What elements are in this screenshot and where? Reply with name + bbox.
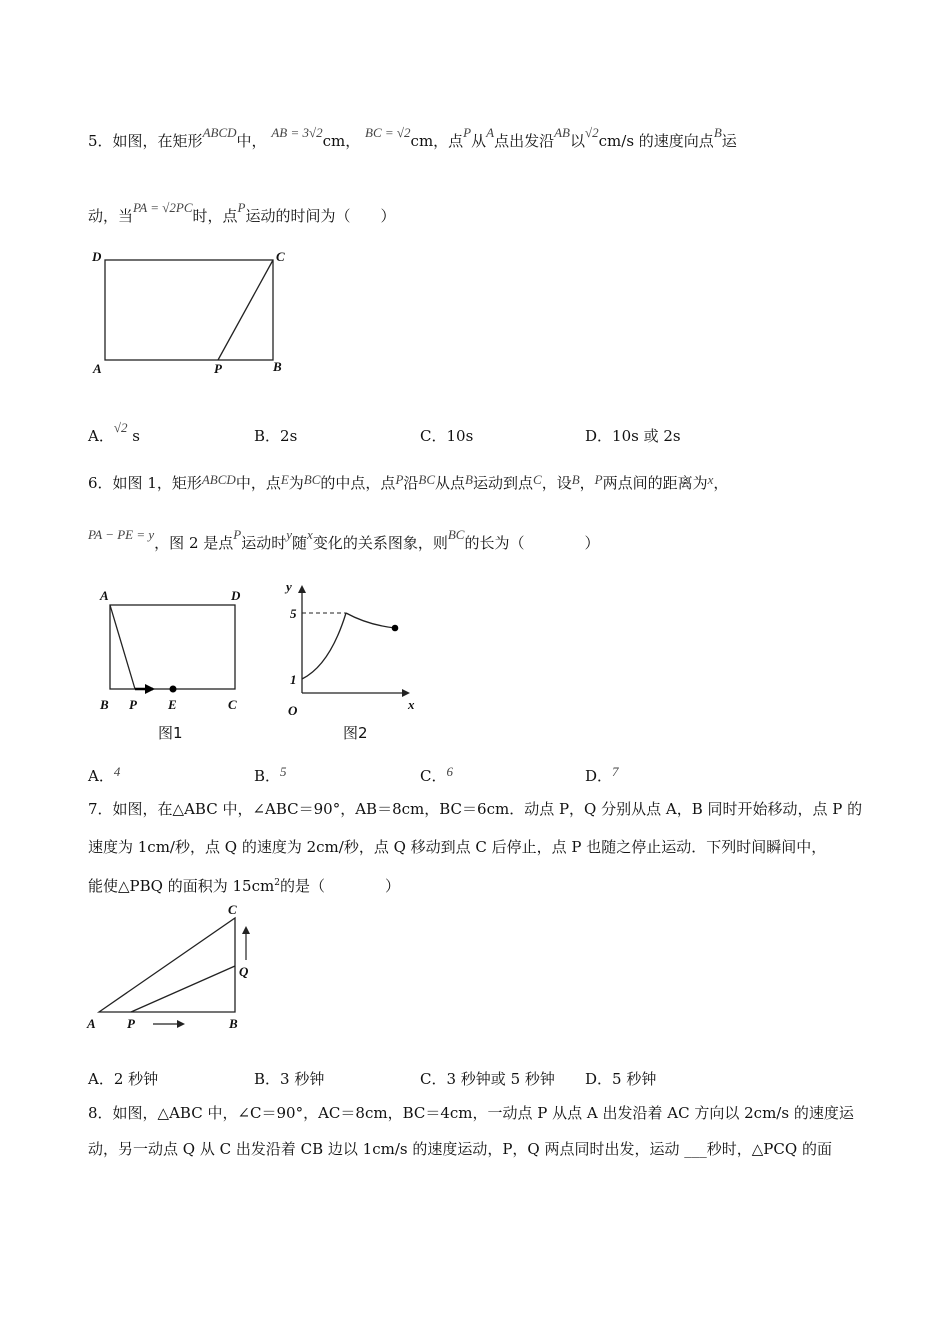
text: cm/s 的速度向点 [598,132,714,150]
option-math: 7 [612,764,619,779]
figure-caption: 图2 [343,724,368,742]
math: AB [554,125,570,140]
axis-y-label: y [286,579,292,594]
label-a: A [93,361,102,376]
math: PA − PE = y [88,527,155,542]
option-text: 5 秒钟 [612,1070,657,1088]
option-label: A． [88,767,114,785]
option-math: √2 [113,420,128,435]
label-p: P [127,1016,135,1031]
option-math: 4 [113,764,121,779]
label-c: C [228,697,237,712]
text: 点出发沿 [494,132,555,150]
text: 运动时 [241,534,287,552]
arrow-right-icon [177,1020,185,1028]
endpoint [392,625,399,632]
q6-option-d[interactable] [585,765,619,786]
math: B [465,472,473,487]
q6-line-2 [88,527,600,555]
text: 两点间的距离为 [602,474,708,492]
label-a: A [100,588,109,603]
math: P [594,472,603,487]
text: 运动的时间为（ ） [245,207,396,225]
label-b: B [229,1016,238,1031]
option-label: C． [420,427,447,445]
option-label: B． [254,427,281,445]
math: P [237,200,246,215]
option-math: 6 [446,764,453,779]
text: ， [579,474,595,492]
option-label: D． [585,767,613,785]
label-a: A [87,1016,96,1031]
text: 运动到点 [473,474,534,492]
option-label: D． [585,427,613,445]
q5-number: 5． [88,132,113,150]
tick-5: 5 [290,606,297,621]
label-d: D [231,588,241,603]
text: 如图，在矩形 [112,132,203,150]
q5-option-a[interactable] [88,420,140,446]
label-e: E [168,697,177,712]
math: y [286,527,293,542]
text: 运 [721,132,737,150]
text: 如图 1，矩形 [112,474,202,492]
math: x [707,472,714,487]
q8-line-2: 动，另一动点 Q 从 C 出发沿着 CB 边以 1cm/s 的速度运动，P，Q 两点同时出发，运动 ___秒时，△PCQ 的面 [88,1140,832,1158]
q7-line-2: 速度为 1cm/秒，点 Q 的速度为 2cm/秒，点 Q 移动到点 C 后停止，点 P 也随之停止运动．下列时间瞬间中， [88,838,827,856]
q7-option-c[interactable] [420,1068,555,1089]
text: 沿 [403,474,419,492]
option-text: s [127,427,140,445]
option-text: 2s [280,427,298,445]
math: BC [447,527,465,542]
option-label: C． [420,1070,447,1088]
q7-line-1: 7．如图，在△ABC 中，∠ABC＝90°，AB＝8cm，BC＝6cm．动点 P，Q 分别从点 A，B 同时开始移动，点 P 的 [88,800,863,818]
option-label: A． [88,1070,114,1088]
text: 的是（ ） [279,877,400,895]
label-b: B [100,697,109,712]
math: E [280,472,289,487]
label-p: P [129,697,137,712]
math: B [571,472,580,487]
math: x [307,527,313,542]
text: 随 [292,534,308,552]
math: A [486,125,495,140]
q6-number: 6． [88,474,113,492]
q6-option-c[interactable] [420,765,453,786]
text: 变化的关系图象，则 [312,534,448,552]
option-text: 3 秒钟或 5 秒钟 [446,1070,555,1088]
math: AB = 3√2 [271,125,323,140]
q5-option-b[interactable] [254,425,297,446]
option-label: B． [254,767,281,785]
q5-figure-rectangle [90,245,300,385]
math: √2 [585,125,599,140]
option-label: A． [88,427,114,445]
superscript: 2 [274,878,280,888]
text: 以 [570,132,586,150]
math: PA = √2PC [133,200,193,215]
option-label: D． [585,1070,613,1088]
text: 从点 [435,474,466,492]
label-b: B [273,359,282,374]
math: ABCD [201,472,236,487]
math: P [233,527,242,542]
curve-rising [302,613,346,679]
figure-caption: 图1 [158,724,183,742]
math: C [533,472,542,487]
q6-line-1 [88,472,728,495]
label-c: C [228,902,237,917]
q5-option-d[interactable] [585,425,681,446]
math: P [395,472,404,487]
text: cm， [322,132,361,150]
arrow-up-icon [242,926,250,934]
q8-line-1: 8．如图，△ABC 中，∠C＝90°，AC＝8cm，BC＝4cm，一动点 P 从点 A 出发沿着 AC 方向以 2cm/s 的速度运 [88,1104,854,1122]
option-text: 10s [446,427,474,445]
text: 为 [288,474,304,492]
option-math: 5 [280,764,287,779]
math: ABCD [202,125,237,140]
origin-label: O [288,703,298,718]
q6-figure-2-graph [280,575,430,745]
text: 动，当 [88,207,134,225]
math: BC [418,472,436,487]
q7-figure-triangle [85,900,285,1035]
text: ，设 [541,474,572,492]
axis-x-label: x [408,697,415,712]
math: BC [303,472,321,487]
curve-falling [346,613,395,628]
q6-option-b[interactable] [254,765,287,786]
q6-option-a[interactable] [88,765,120,786]
text: ，图 2 是点 [154,534,234,552]
q7-option-d[interactable] [585,1068,656,1089]
label-p: P [214,361,222,376]
arrow-icon [145,684,155,694]
math: B [713,125,722,140]
math: BC = √2 [365,125,411,140]
option-text: 2 秒钟 [113,1070,159,1088]
tick-1: 1 [290,672,297,687]
math: P [463,125,472,140]
label-q: Q [239,964,249,979]
option-label: B． [254,1070,281,1088]
q6-figure-1 [95,585,255,745]
text: 能使△PBQ 的面积为 15cm [88,877,275,895]
text: cm，点 [410,132,464,150]
q7-option-a[interactable] [88,1068,158,1089]
q7-line-3 [88,872,400,897]
text: 的长为（ ） [464,534,600,552]
text: 中， [236,132,267,150]
option-text: 3 秒钟 [280,1070,325,1088]
text: 时，点 [192,207,238,225]
text: 的中点，点 [320,474,396,492]
label-d: D [92,249,102,264]
q7-option-b[interactable] [254,1068,324,1089]
q5-line-2 [88,200,396,228]
option-label: C． [420,767,447,785]
label-c: C [276,249,285,264]
point-e [170,686,177,693]
q5-line-1 [88,125,737,153]
text: 从 [471,132,487,150]
text: 中，点 [235,474,281,492]
q5-option-c[interactable] [420,425,473,446]
text: ， [713,474,729,492]
option-text: 10s 或 2s [612,427,681,445]
